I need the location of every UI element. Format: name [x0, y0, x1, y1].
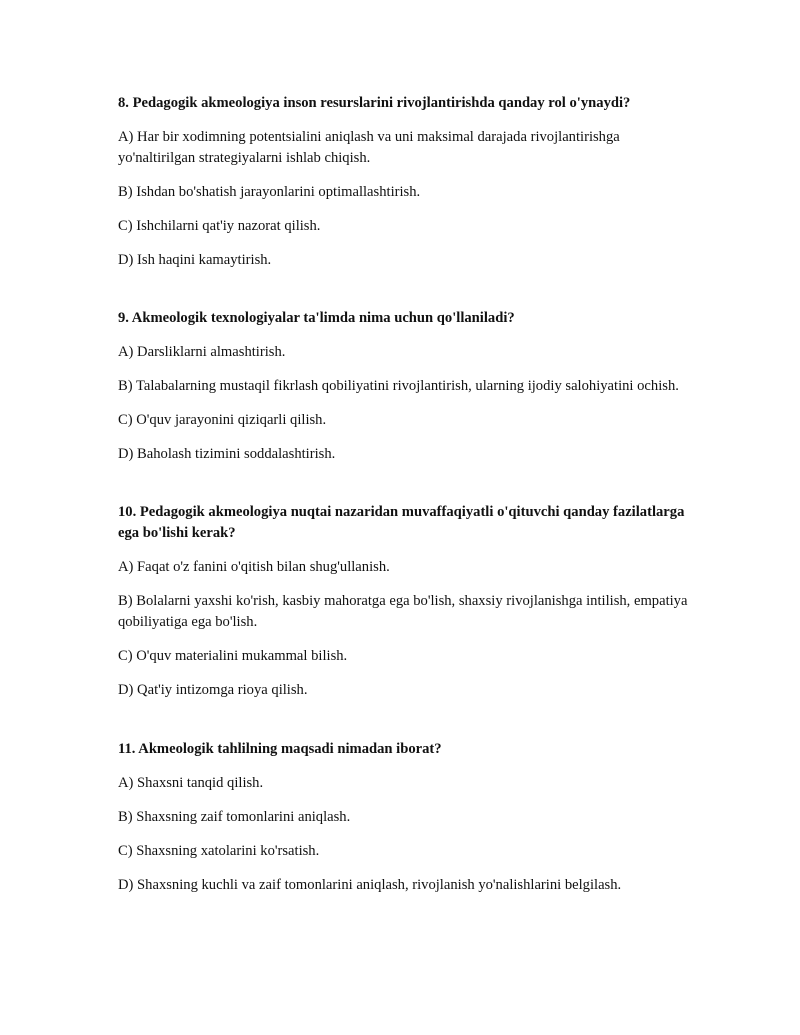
answer-option-c: C) O'quv materialini mukammal bilish. — [118, 648, 348, 664]
question-title: 8. Pedagogik akmeologiya inson resurslarini rivojlantirishda qanday rol o'ynaydi? — [118, 95, 631, 111]
question-9 — [118, 308, 688, 465]
question-title: 11. Akmeologik tahlilning maqsadi nimadan iborat? — [118, 741, 442, 757]
answer-option-a: A) Darsliklarni almashtirish. — [118, 344, 286, 360]
answer-option-d: D) Qat'iy intizomga rioya qilish. — [118, 682, 308, 698]
answer-option-a: A) Faqat o'z fanini o'qitish bilan shug'ullanish. — [118, 559, 390, 575]
answer-option-a: A) Har bir xodimning potentsialini aniqlash va uni maksimal darajada rivojlantirishga yo'naltirilgan strategiyalarni ishlab chiqish. — [118, 129, 620, 166]
question-title: 10. Pedagogik akmeologiya nuqtai nazaridan muvaffaqiyatli o'qituvchi qanday fazilatlarga ega bo'lishi kerak? — [118, 504, 685, 541]
question-11 — [118, 739, 688, 896]
question-title: 9. Akmeologik texnologiyalar ta'limda nima uchun qo'llaniladi? — [118, 310, 515, 326]
answer-option-a: A) Shaxsni tanqid qilish. — [118, 775, 264, 791]
answer-option-b: B) Bolalarni yaxshi ko'rish, kasbiy mahoratga ega bo'lish, shaxsiy rivojlanishga intilish, empatiya qobiliyatiga ega bo'lish. — [118, 593, 688, 630]
answer-option-c: C) O'quv jarayonini qiziqarli qilish. — [118, 412, 327, 428]
question-8 — [118, 93, 688, 271]
answer-option-b: B) Ishdan bo'shatish jarayonlarini optimallashtirish. — [118, 184, 421, 200]
answer-option-c: C) Ishchilarni qat'iy nazorat qilish. — [118, 218, 321, 234]
answer-option-b: B) Talabalarning mustaqil fikrlash qobiliyatini rivojlantirish, ularning ijodiy salohiyatini ochish. — [118, 378, 679, 394]
answer-option-d: D) Shaxsning kuchli va zaif tomonlarini aniqlash, rivojlanish yo'nalishlarini belgilash. — [118, 877, 622, 893]
answer-option-b: B) Shaxsning zaif tomonlarini aniqlash. — [118, 809, 351, 825]
answer-option-c: C) Shaxsning xatolarini ko'rsatish. — [118, 843, 320, 859]
document-page — [118, 93, 688, 909]
answer-option-d: D) Ish haqini kamaytirish. — [118, 252, 272, 268]
question-10 — [118, 502, 688, 701]
answer-option-d: D) Baholash tizimini soddalashtirish. — [118, 446, 336, 462]
